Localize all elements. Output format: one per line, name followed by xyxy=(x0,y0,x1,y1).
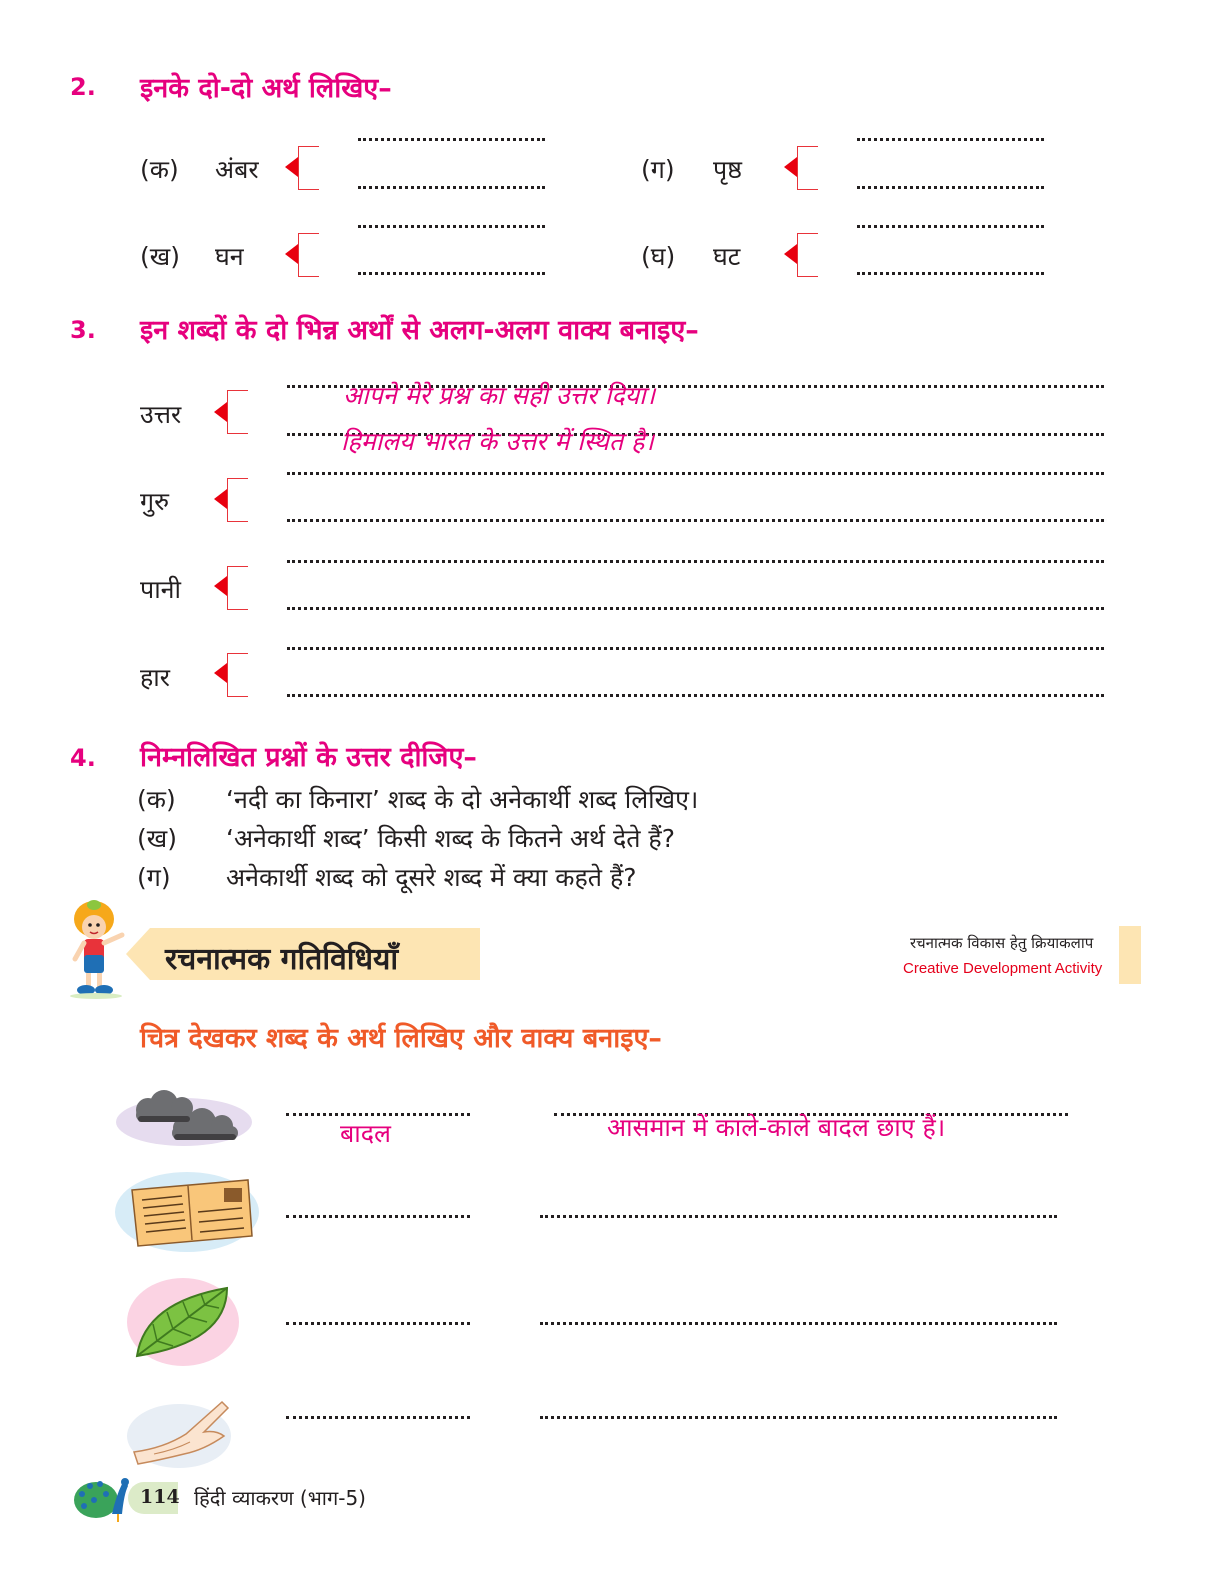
sentence-answer-line[interactable] xyxy=(540,1416,1057,1419)
answer-line[interactable] xyxy=(287,694,1104,697)
example-word: बादल xyxy=(340,1119,391,1148)
answer-line[interactable] xyxy=(857,272,1044,275)
sentence-answer-line[interactable] xyxy=(540,1215,1057,1218)
bracket-arrow-icon xyxy=(784,157,797,177)
q3-title: इन शब्दों के दो भिन्न अर्थों से अलग-अलग वाक्य बनाइए– xyxy=(140,315,699,346)
answer-line[interactable] xyxy=(857,225,1044,228)
answer-line[interactable] xyxy=(358,138,545,141)
answer-line[interactable] xyxy=(287,519,1104,522)
side-tab xyxy=(1119,926,1141,984)
word-answer-line[interactable] xyxy=(286,1322,470,1325)
activity-side-hindi: रचनात्मक विकास हेतु क्रियाकलाप xyxy=(910,934,1094,952)
bracket xyxy=(298,146,319,190)
q2-item-word: घन xyxy=(215,242,244,271)
answer-line[interactable] xyxy=(287,647,1104,650)
answer-line[interactable] xyxy=(358,272,545,275)
q2-item-word: अंबर xyxy=(215,155,259,184)
q4-question-tag: (ख) xyxy=(137,824,177,853)
bracket-arrow-icon xyxy=(784,244,797,264)
q3-word: गुरु xyxy=(140,487,170,516)
bracket-arrow-icon xyxy=(214,663,227,683)
activity-banner-title: रचनात्मक गतिविधियाँ xyxy=(165,942,399,977)
book-title: हिंदी व्याकरण (भाग-5) xyxy=(194,1486,366,1510)
bracket xyxy=(227,390,248,434)
cloud-icon xyxy=(112,1086,256,1150)
answer-line[interactable] xyxy=(857,138,1044,141)
bracket-arrow-icon xyxy=(214,576,227,596)
activity-side-english: Creative Development Activity xyxy=(903,960,1103,977)
answer-line[interactable] xyxy=(287,472,1104,475)
bracket-arrow-icon xyxy=(285,157,298,177)
bracket-arrow-icon xyxy=(214,489,227,509)
q4-number: 4. xyxy=(70,744,96,772)
answer-line[interactable] xyxy=(857,186,1044,189)
example-answer: हिमालय भारत के उत्तर में स्थित है। xyxy=(341,427,654,456)
q2-item-tag: (क) xyxy=(140,155,179,184)
q2-title: इनके दो-दो अर्थ लिखिए– xyxy=(140,73,392,104)
q4-question-text: ‘अनेकार्थी शब्द’ किसी शब्द के कितने अर्थ देते हैं? xyxy=(226,824,675,853)
bracket-arrow-icon xyxy=(285,244,298,264)
q3-word: उत्तर xyxy=(140,400,182,429)
bracket xyxy=(227,653,248,697)
peacock-icon xyxy=(72,1470,134,1524)
q3-word: हार xyxy=(140,663,170,692)
q2-item-tag: (ग) xyxy=(641,155,675,184)
q4-question-text: ‘नदी का किनारा’ शब्द के दो अनेकार्थी शब्द लिखिए। xyxy=(226,785,699,814)
example-sentence: आसमान में काले-काले बादल छाए हैं। xyxy=(607,1113,946,1142)
q2-item-word: पृष्ठ xyxy=(713,155,742,184)
q4-question-tag: (क) xyxy=(137,785,176,814)
page-number: 114 xyxy=(140,1486,180,1508)
answer-line[interactable] xyxy=(287,560,1104,563)
q3-number: 3. xyxy=(70,316,96,344)
activity-instruction: चित्र देखकर शब्द के अर्थ लिखिए और वाक्य बनाइए– xyxy=(140,1023,662,1054)
example-answer: आपने मेरे प्रश्न का सही उत्तर दिया। xyxy=(343,381,656,410)
answer-line[interactable] xyxy=(358,225,545,228)
q4-question-tag: (ग) xyxy=(137,863,171,892)
q3-word: पानी xyxy=(140,575,182,604)
hand-icon xyxy=(124,1392,234,1470)
q4-title: निम्नलिखित प्रश्नों के उत्तर दीजिए– xyxy=(140,742,477,773)
answer-line[interactable] xyxy=(287,607,1104,610)
bracket xyxy=(797,146,818,190)
postcard-icon xyxy=(112,1168,262,1256)
bracket xyxy=(797,233,818,277)
bracket xyxy=(227,478,248,522)
bracket xyxy=(227,566,248,610)
sentence-answer-line[interactable] xyxy=(540,1322,1057,1325)
answer-line[interactable] xyxy=(358,186,545,189)
bracket-arrow-icon xyxy=(214,402,227,422)
q2-item-tag: (ख) xyxy=(140,242,180,271)
q2-item-word: घट xyxy=(713,242,741,271)
q2-number: 2. xyxy=(70,73,96,101)
bracket xyxy=(298,233,319,277)
word-answer-line[interactable] xyxy=(286,1215,470,1218)
word-answer-line[interactable] xyxy=(286,1416,470,1419)
q2-item-tag: (घ) xyxy=(641,242,676,271)
leaf-icon xyxy=(123,1272,243,1370)
q4-question-text: अनेकार्थी शब्द को दूसरे शब्द में क्या कहते हैं? xyxy=(226,863,637,892)
